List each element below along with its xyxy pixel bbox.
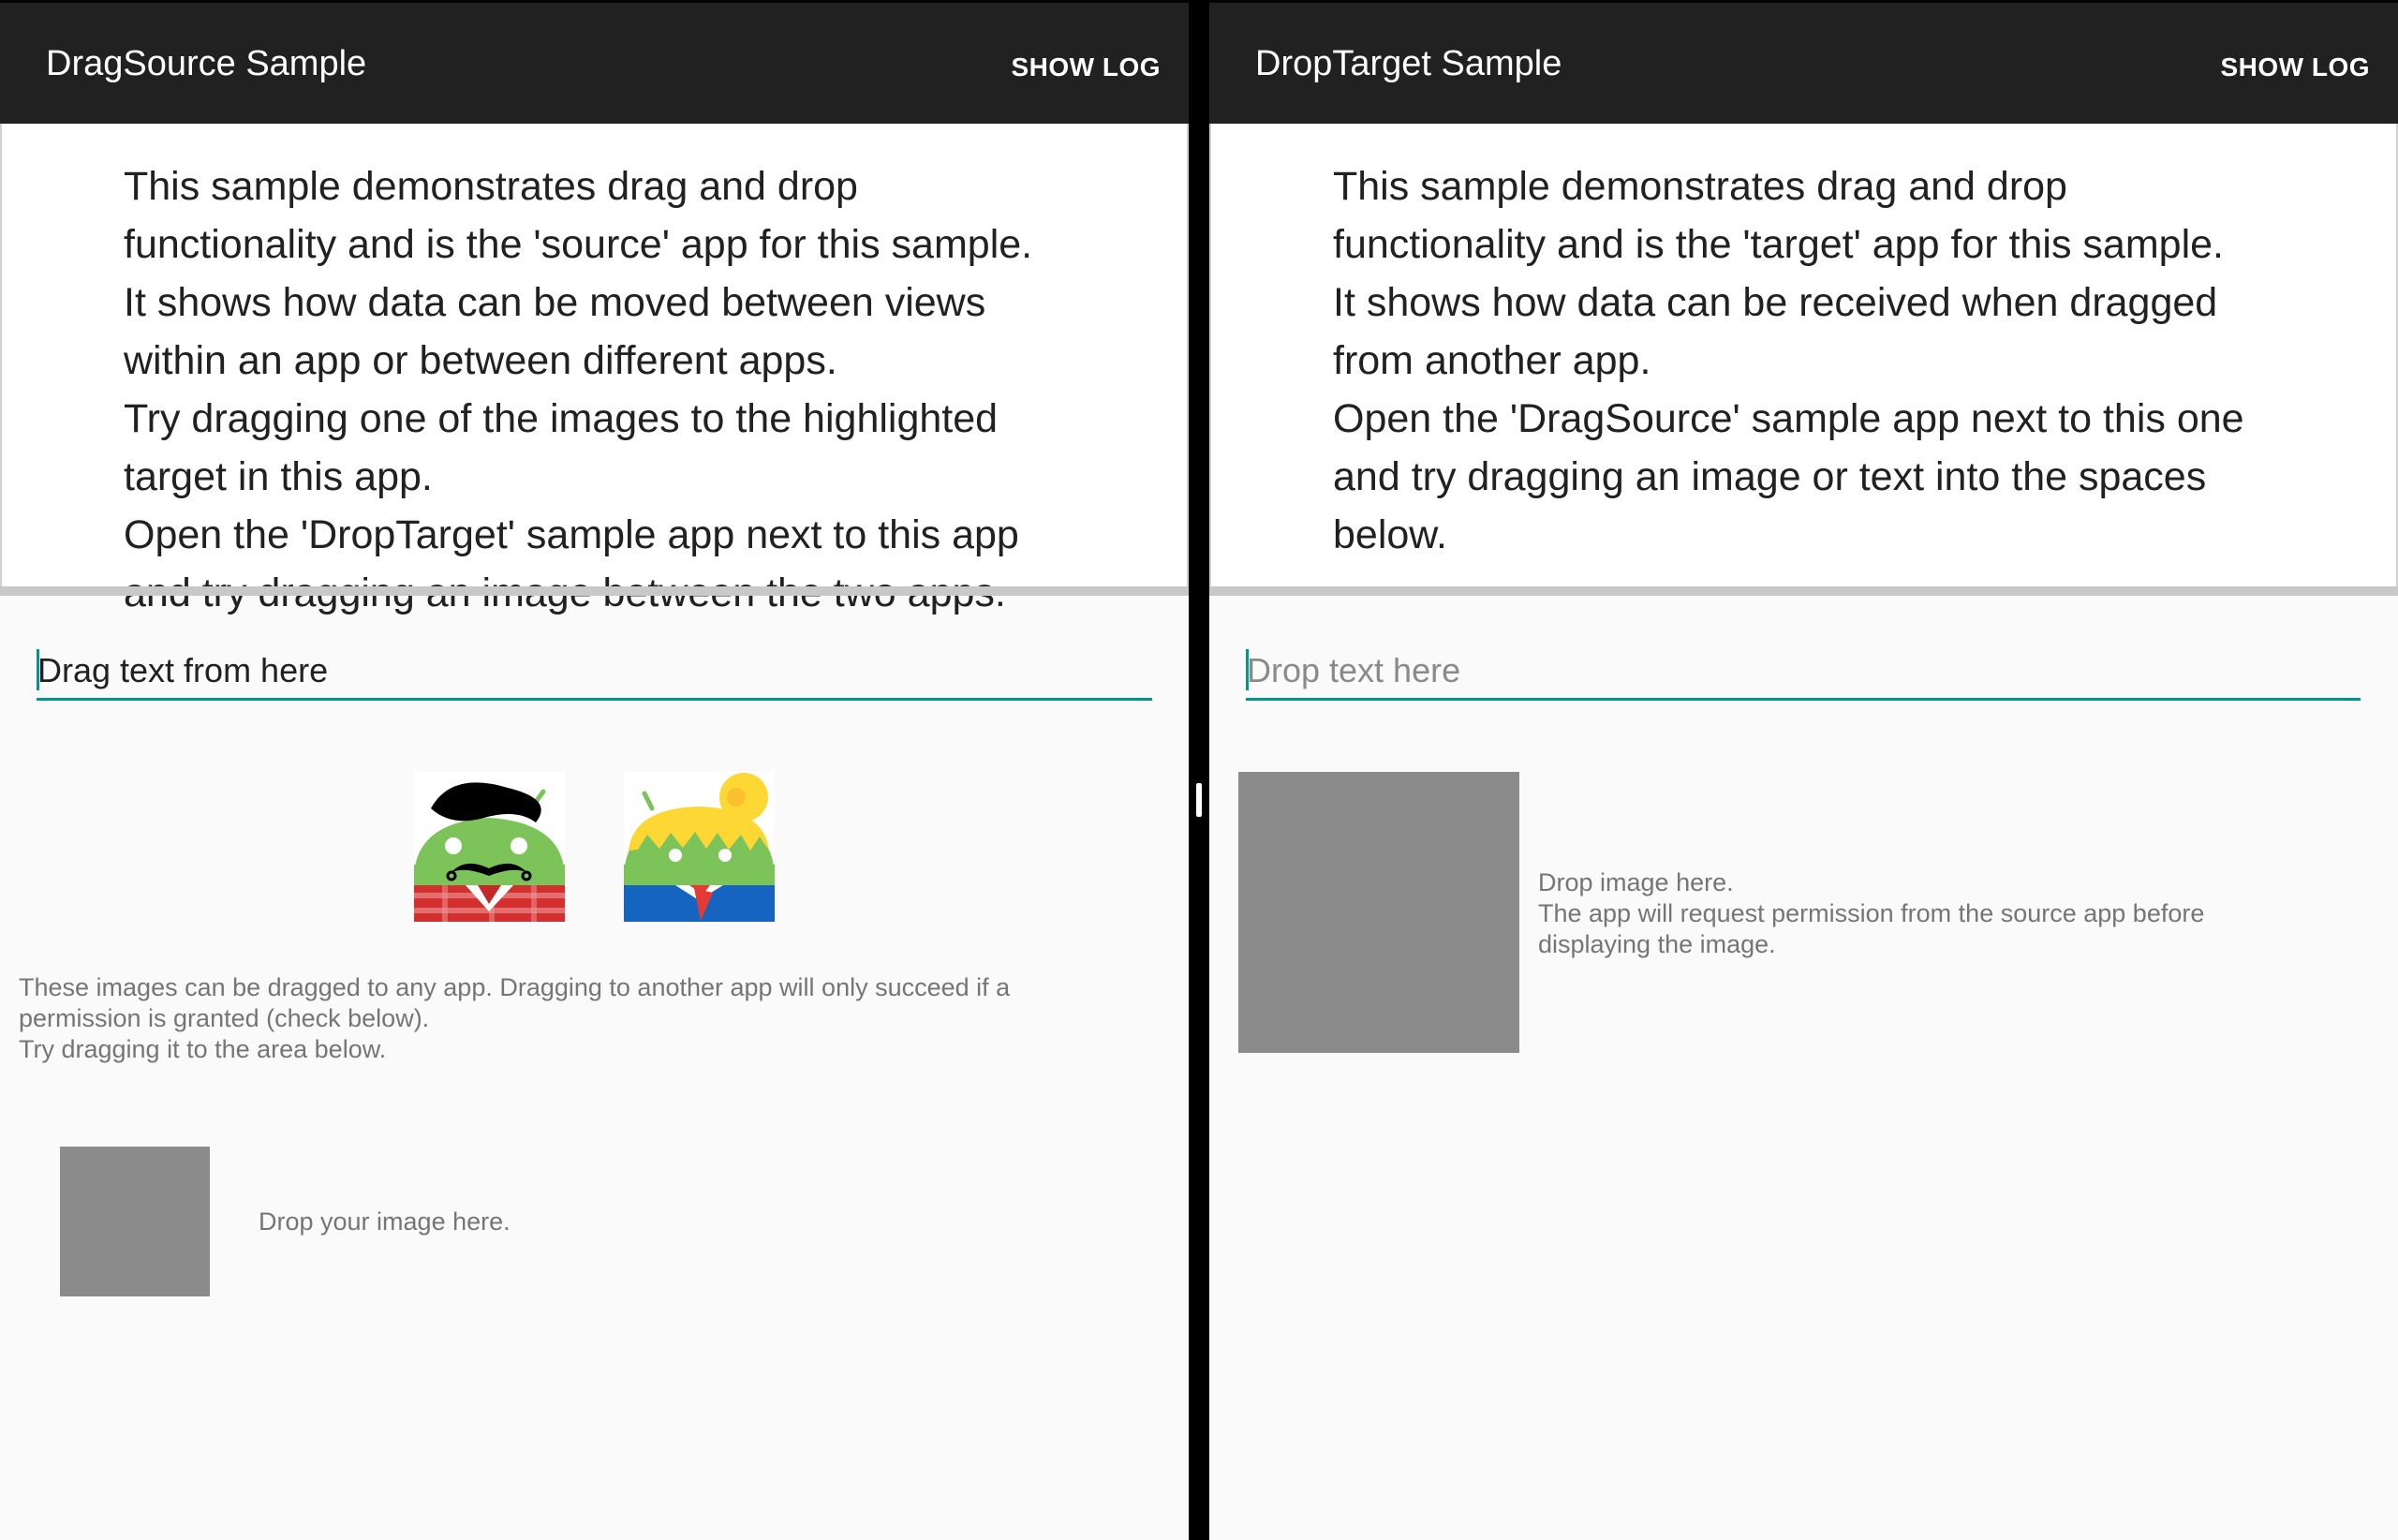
divider-handle[interactable]: [1196, 783, 1202, 817]
app-title: DropTarget Sample: [1255, 44, 1562, 83]
scroll-edge: [0, 586, 1189, 596]
local-drop-target[interactable]: [60, 1147, 210, 1296]
intro-text: [1333, 157, 2345, 564]
scroll-edge: [1209, 586, 2398, 596]
drop-text-hint: Drop text here: [1247, 651, 1461, 689]
intro-line: It shows how data can be moved between views: [124, 280, 986, 325]
drop-text-field[interactable]: [1246, 644, 2361, 701]
intro-line: functionality and is the 'target' app for this sample.: [1333, 222, 2224, 267]
caption-line: Try dragging it to the area below.: [19, 1035, 387, 1063]
intro-line: This sample demonstrates drag and drop: [1333, 164, 2067, 209]
intro-scroll-view[interactable]: [1209, 124, 2398, 592]
intro-text: [124, 157, 1135, 622]
android-mustache-icon[interactable]: [414, 771, 565, 922]
app-toolbar: [1209, 0, 2398, 124]
show-log-button[interactable]: SHOW LOG: [2220, 52, 2370, 81]
caption-line: The app will request permission from the source app before: [1538, 899, 2205, 927]
caption-line: permission is granted (check below).: [19, 1004, 430, 1032]
show-log-button[interactable]: SHOW LOG: [1011, 52, 1161, 81]
drop-caption: [1538, 867, 2381, 960]
images-caption: [19, 972, 1171, 1065]
intro-line: Open the 'DragSource' sample app next to this one: [1333, 396, 2244, 441]
caption-line: These images can be dragged to any app. Dragging to another app will only succeed if a: [19, 973, 1011, 1001]
intro-line: below.: [1333, 512, 1447, 557]
drag-text-field[interactable]: [37, 644, 1152, 701]
intro-line: Open the 'DropTarget' sample app next to this app: [124, 512, 1019, 557]
intro-line: functionality and is the 'source' app for this sample.: [124, 222, 1033, 267]
intro-line: It shows how data can be received when dragged: [1333, 280, 2218, 325]
intro-line: This sample demonstrates drag and drop: [124, 164, 858, 209]
drag-text-value: Drag text from here: [37, 651, 329, 689]
image-drop-target[interactable]: [1238, 772, 1519, 1053]
intro-line: target in this app.: [124, 454, 433, 499]
split-screen-divider: [1189, 0, 1209, 1540]
drag-source-app: [0, 0, 1189, 1540]
app-title: DragSource Sample: [46, 44, 367, 83]
drop-target-app: [1209, 0, 2398, 1540]
app-toolbar: [0, 0, 1189, 124]
android-blonde-icon[interactable]: [624, 771, 775, 922]
drop-label: Drop your image here.: [259, 1207, 511, 1236]
caption-line: Drop image here.: [1538, 868, 1734, 896]
intro-scroll-view[interactable]: [0, 124, 1189, 592]
intro-line: within an app or between different apps.: [124, 338, 837, 383]
intro-line: from another app.: [1333, 338, 1651, 383]
intro-line: and try dragging an image or text into the spaces: [1333, 454, 2207, 499]
intro-line: Try dragging one of the images to the highlighted: [124, 396, 999, 441]
caption-line: displaying the image.: [1538, 930, 1776, 958]
